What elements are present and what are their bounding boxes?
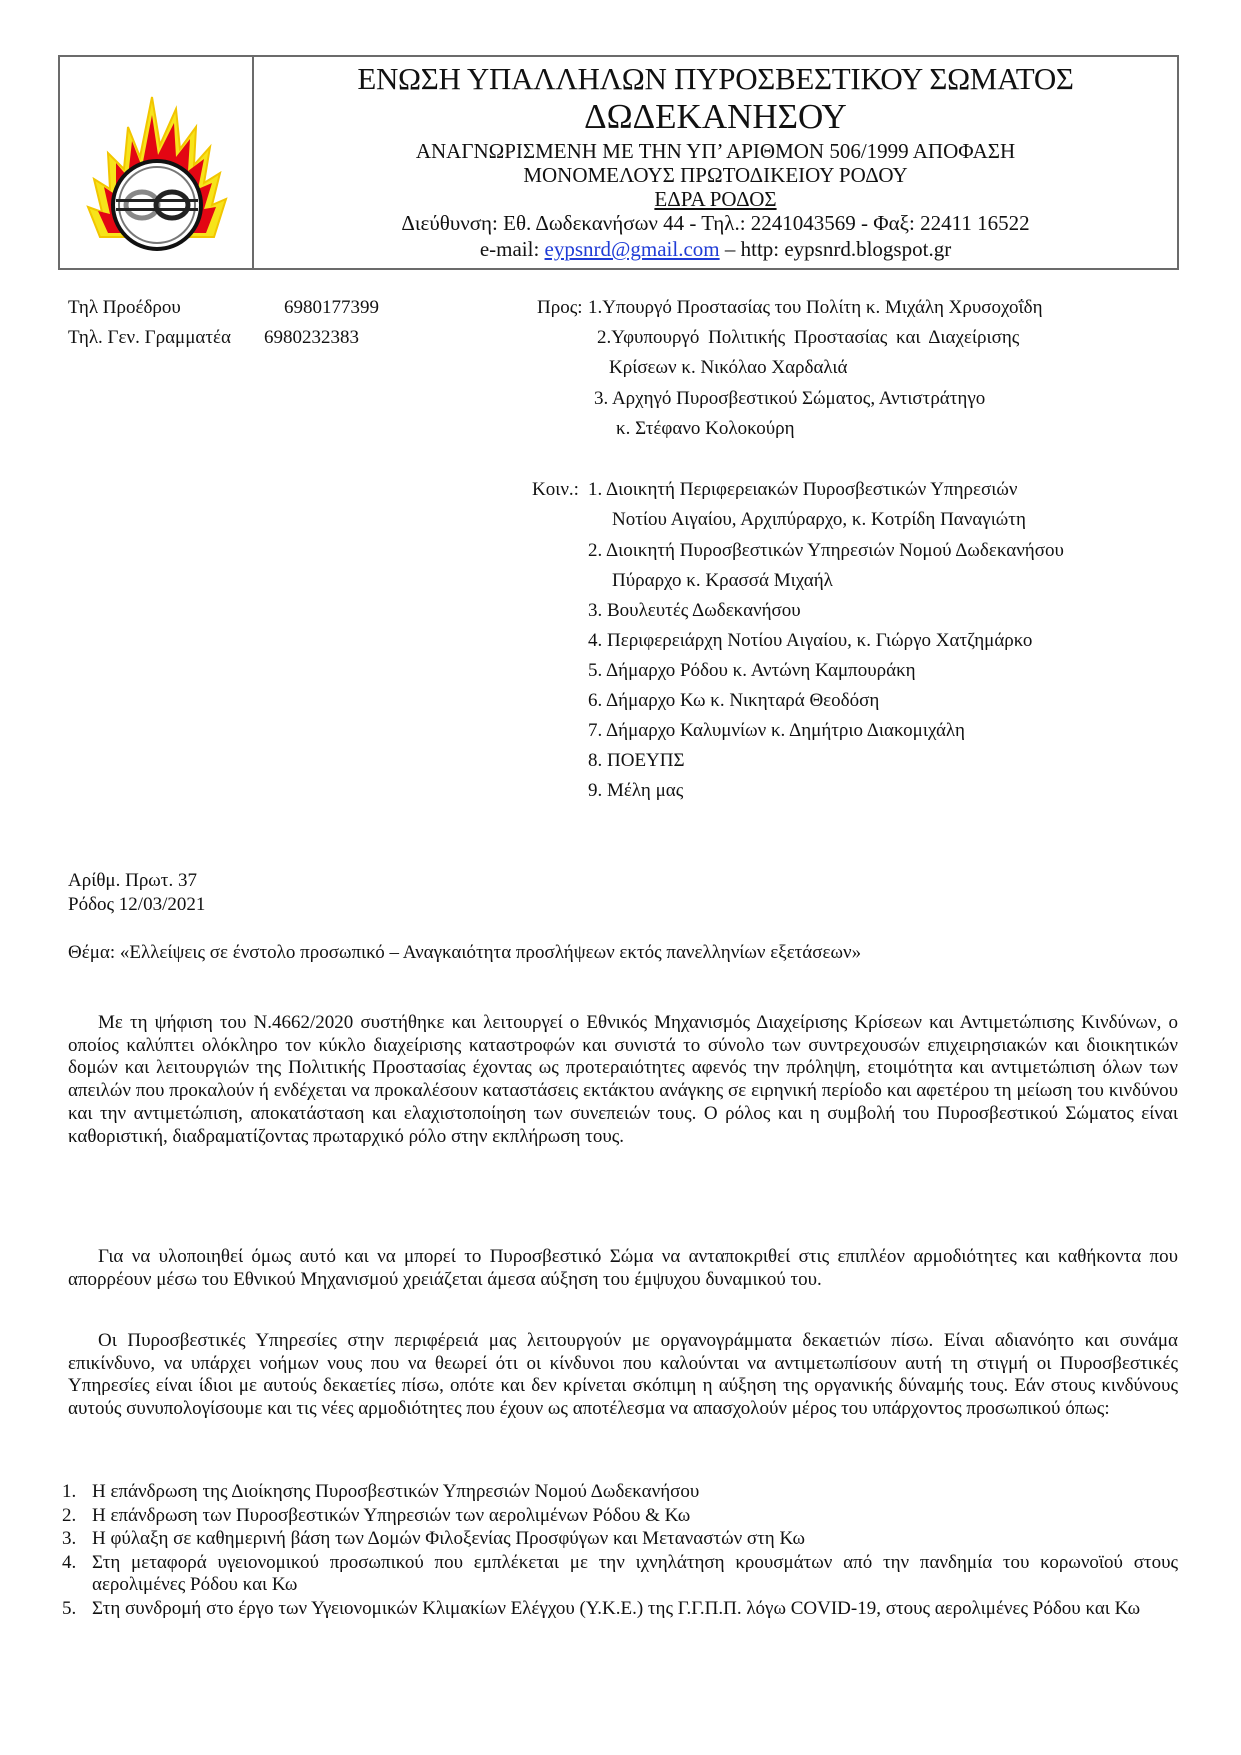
list-item: 4. Στη μεταφορά υγειονομικού προσωπικού που εμπλέκεται με την ιχνηλάτηση κρουσμάτων από την πανδημία του κορωνοϊού στους αερολιμένες Ρόδου και Κω xyxy=(62,1551,1178,1595)
court-line: ΜΟΝΟΜΕΛΟΥΣ ΠΡΩΤΟΔΙΚΕΙΟΥ ΡΟΔΟΥ xyxy=(523,163,908,187)
cc-item-8: 8. ΠΟΕΥΠΣ xyxy=(588,750,685,771)
cc-item-9: 9. Μέλη μας xyxy=(588,780,684,801)
cc-item-3: 3. Βουλευτές Δωδεκανήσου xyxy=(588,600,801,621)
to-item-2-cont: Κρίσεων κ. Νικόλαο Χαρδαλιά xyxy=(609,357,848,378)
cc-item-1: 1. Διοικητή Περιφερειακών Πυροσβεστικών Υπηρεσιών xyxy=(588,479,1018,500)
president-phone-label: Τηλ Προέδρου xyxy=(68,297,181,318)
cc-item-7: 7. Δήμαρχο Καλυμνίων κ. Δημήτριο Διακομιχάλη xyxy=(588,720,965,741)
body-paragraph-1: Με τη ψήφιση του Ν.4662/2020 συστήθηκε και λειτουργεί ο Εθνικός Μηχανισμός Διαχείρισης Κρίσεων και Αντιμετώπισης Κινδύνων, ο οποίος καλύπτει ολόκληρο τον κύκλο διαχείρισης καταστροφών και συνιστά το σύνολο των συντρεχουσών επιχειρησιακών και διοικητικών δομών και λειτουργιών της Πολιτικής Προστασίας έχοντας ως προτεραιότητες αφενός την πρόληψη, ετοιμότητα και αντιμετώπιση όλων των απειλών που προκαλούν ή ενδέχεται να προκαλέσουν καταστάσεις εκτάκτου ανάγκης σε ειρηνική περίοδο και αφετέρου τη μείωση του κινδύνου και την αντιμετώπιση, αποκατάσταση και ελαχιστοποίηση των συνεπειών τους. Ο ρόλος και η συμβολή του Πυροσβεστικού Σώματος είναι καθοριστική, διαδραματίζοντας πρωταρχικό ρόλο στην εκπλήρωση τους. xyxy=(68,1012,1178,1147)
seat-label: ΕΔΡΑ ΡΟΔΟΣ xyxy=(654,187,777,211)
cc-item-2: 2. Διοικητή Πυροσβεστικών Υπηρεσιών Νομού Δωδεκανήσου xyxy=(588,540,1064,561)
org-name: ΕΝΩΣΗ ΥΠΑΛΛΗΛΩΝ ΠΥΡΟΣΒΕΣΤΙΚΟΥ ΣΩΜΑΤΟΣ xyxy=(357,61,1074,96)
cc-item-6: 6. Δήμαρχο Κω κ. Νικηταρά Θεοδόση xyxy=(588,690,880,711)
email-link[interactable]: eypsnrd@gmail.com xyxy=(544,237,720,261)
email-label: e-mail: xyxy=(479,237,545,261)
president-phone-value: 6980177399 xyxy=(284,297,379,318)
secretary-phone-label: Τηλ. Γεν. Γραμματέα xyxy=(68,327,231,348)
cc-item-5: 5. Δήμαρχο Ρόδου κ. Αντώνη Καμπουράκη xyxy=(588,660,916,681)
cc-item-4: 4. Περιφερειάρχη Νοτίου Αιγαίου, κ. Γιώργο Χατζημάρκο xyxy=(588,630,1033,651)
letterhead-text xyxy=(254,57,1177,268)
to-item-2: 2.Υφυπουργό Πολιτικής Προστασίας και Διαχείρισης xyxy=(597,327,1020,348)
place-date: Ρόδος 12/03/2021 xyxy=(68,894,206,915)
logo-cell xyxy=(60,57,254,268)
cc-item-2-cont: Πύραρχο κ. Κρασσά Μιχαήλ xyxy=(612,570,833,591)
letterhead-box xyxy=(58,55,1179,270)
body-paragraph-2: Για να υλοποιηθεί όμως αυτό και να μπορεί το Πυροσβεστικό Σώμα να ανταποκριθεί στις επιπλέον αρμοδιότητες και καθήκοντα που απορρέουν μέσω του Εθνικού Μηχανισμού χρειάζεται άμεσα αύξηση του έμψυχου δυναμικού του. xyxy=(68,1246,1178,1290)
list-item: 3. Η φύλαξη σε καθημερινή βάση των Δομών Φιλοξενίας Προσφύγων και Μεταναστών στη Κω xyxy=(62,1528,806,1549)
recognition-line: ΑΝΑΓΝΩΡΙΣΜΕΝΗ ΜΕ ΤΗΝ ΥΠ’ ΑΡΙΘΜΟΝ 506/1999 ΑΠΟΦΑΣΗ xyxy=(415,139,1016,163)
body-paragraph-3: Οι Πυροσβεστικές Υπηρεσίες στην περιφέρειά μας λειτουργούν με οργανογράμματα δεκαετιών πίσω. Είναι αδιανόητο και συνάμα επικίνδυνο, να υπάρχει νοήμων νους που να θεωρεί ότι οι κίνδυνοι που καλούνται να αντιμετωπίσουν αυτή τη στιγμή οι Πυροσβεστικές Υπηρεσίες είναι ίδιοι με αυτούς δεκαετίες πίσω, οπότε και δεν κρίνεται σκόπιμη η αύξηση της οργανικής δύναμής τους. Εάν στους κινδύνους αυτούς συνυπολογίσουμε και τις νέες αρμοδιότητες που έχουν ως αποτέλεσμα να απασχολούν μέρος του υπάρχοντος προσωπικού όπως: xyxy=(68,1330,1178,1420)
to-item-1: 1.Υπουργό Προστασίας του Πολίτη κ. Μιχάλη Χρυσοχοΐδη xyxy=(588,297,1043,318)
org-region: ΔΩΔΕΚΑΝΗΣΟΥ xyxy=(584,97,847,136)
website-text: – http: eypsnrd.blogspot.gr xyxy=(719,237,952,261)
contact-line xyxy=(254,239,1177,260)
to-label: Προς: xyxy=(537,297,583,318)
duties-list xyxy=(62,1481,1178,1621)
cc-item-1-cont: Νοτίου Αιγαίου, Αρχιπύραρχο, κ. Κοτρίδη Παναγιώτη xyxy=(612,509,1026,530)
subject-line: Θέμα: «Ελλείψεις σε ένστολο προσωπικό – Αναγκαιότητα προσλήψεων εκτός πανελληνίων εξετάσεων» xyxy=(68,942,862,963)
to-item-3-cont: κ. Στέφανο Κολοκούρη xyxy=(616,418,795,439)
to-item-3: 3. Αρχηγό Πυροσβεστικού Σώματος, Αντιστράτηγο xyxy=(594,388,986,409)
secretary-phone-value: 6980232383 xyxy=(264,327,359,348)
protocol-number: Αρίθμ. Πρωτ. 37 xyxy=(68,870,197,891)
list-item: 2. Η επάνδρωση των Πυροσβεστικών Υπηρεσιών των αερολιμένων Ρόδου & Κω xyxy=(62,1504,691,1526)
cc-label: Κοιν.: xyxy=(532,479,579,500)
list-item: 5. Στη συνδρομή στο έργο των Υγειονομικών Κλιμακίων Ελέγχου (Υ.Κ.Ε.) της Γ.Γ.Π.Π. λόγω COVID-19, στους αερολιμένες Ρόδου και Κω xyxy=(62,1597,1141,1619)
address-line: Διεύθυνση: Εθ. Δωδεκανήσων 44 - Τηλ.: 2241043569 - Φαξ: 22411 16522 xyxy=(401,211,1030,235)
fire-service-flame-logo-icon xyxy=(80,87,230,252)
list-item: 1. Η επάνδρωση της Διοίκησης Πυροσβεστικών Υπηρεσιών Νομού Δωδεκανήσου xyxy=(62,1481,700,1502)
